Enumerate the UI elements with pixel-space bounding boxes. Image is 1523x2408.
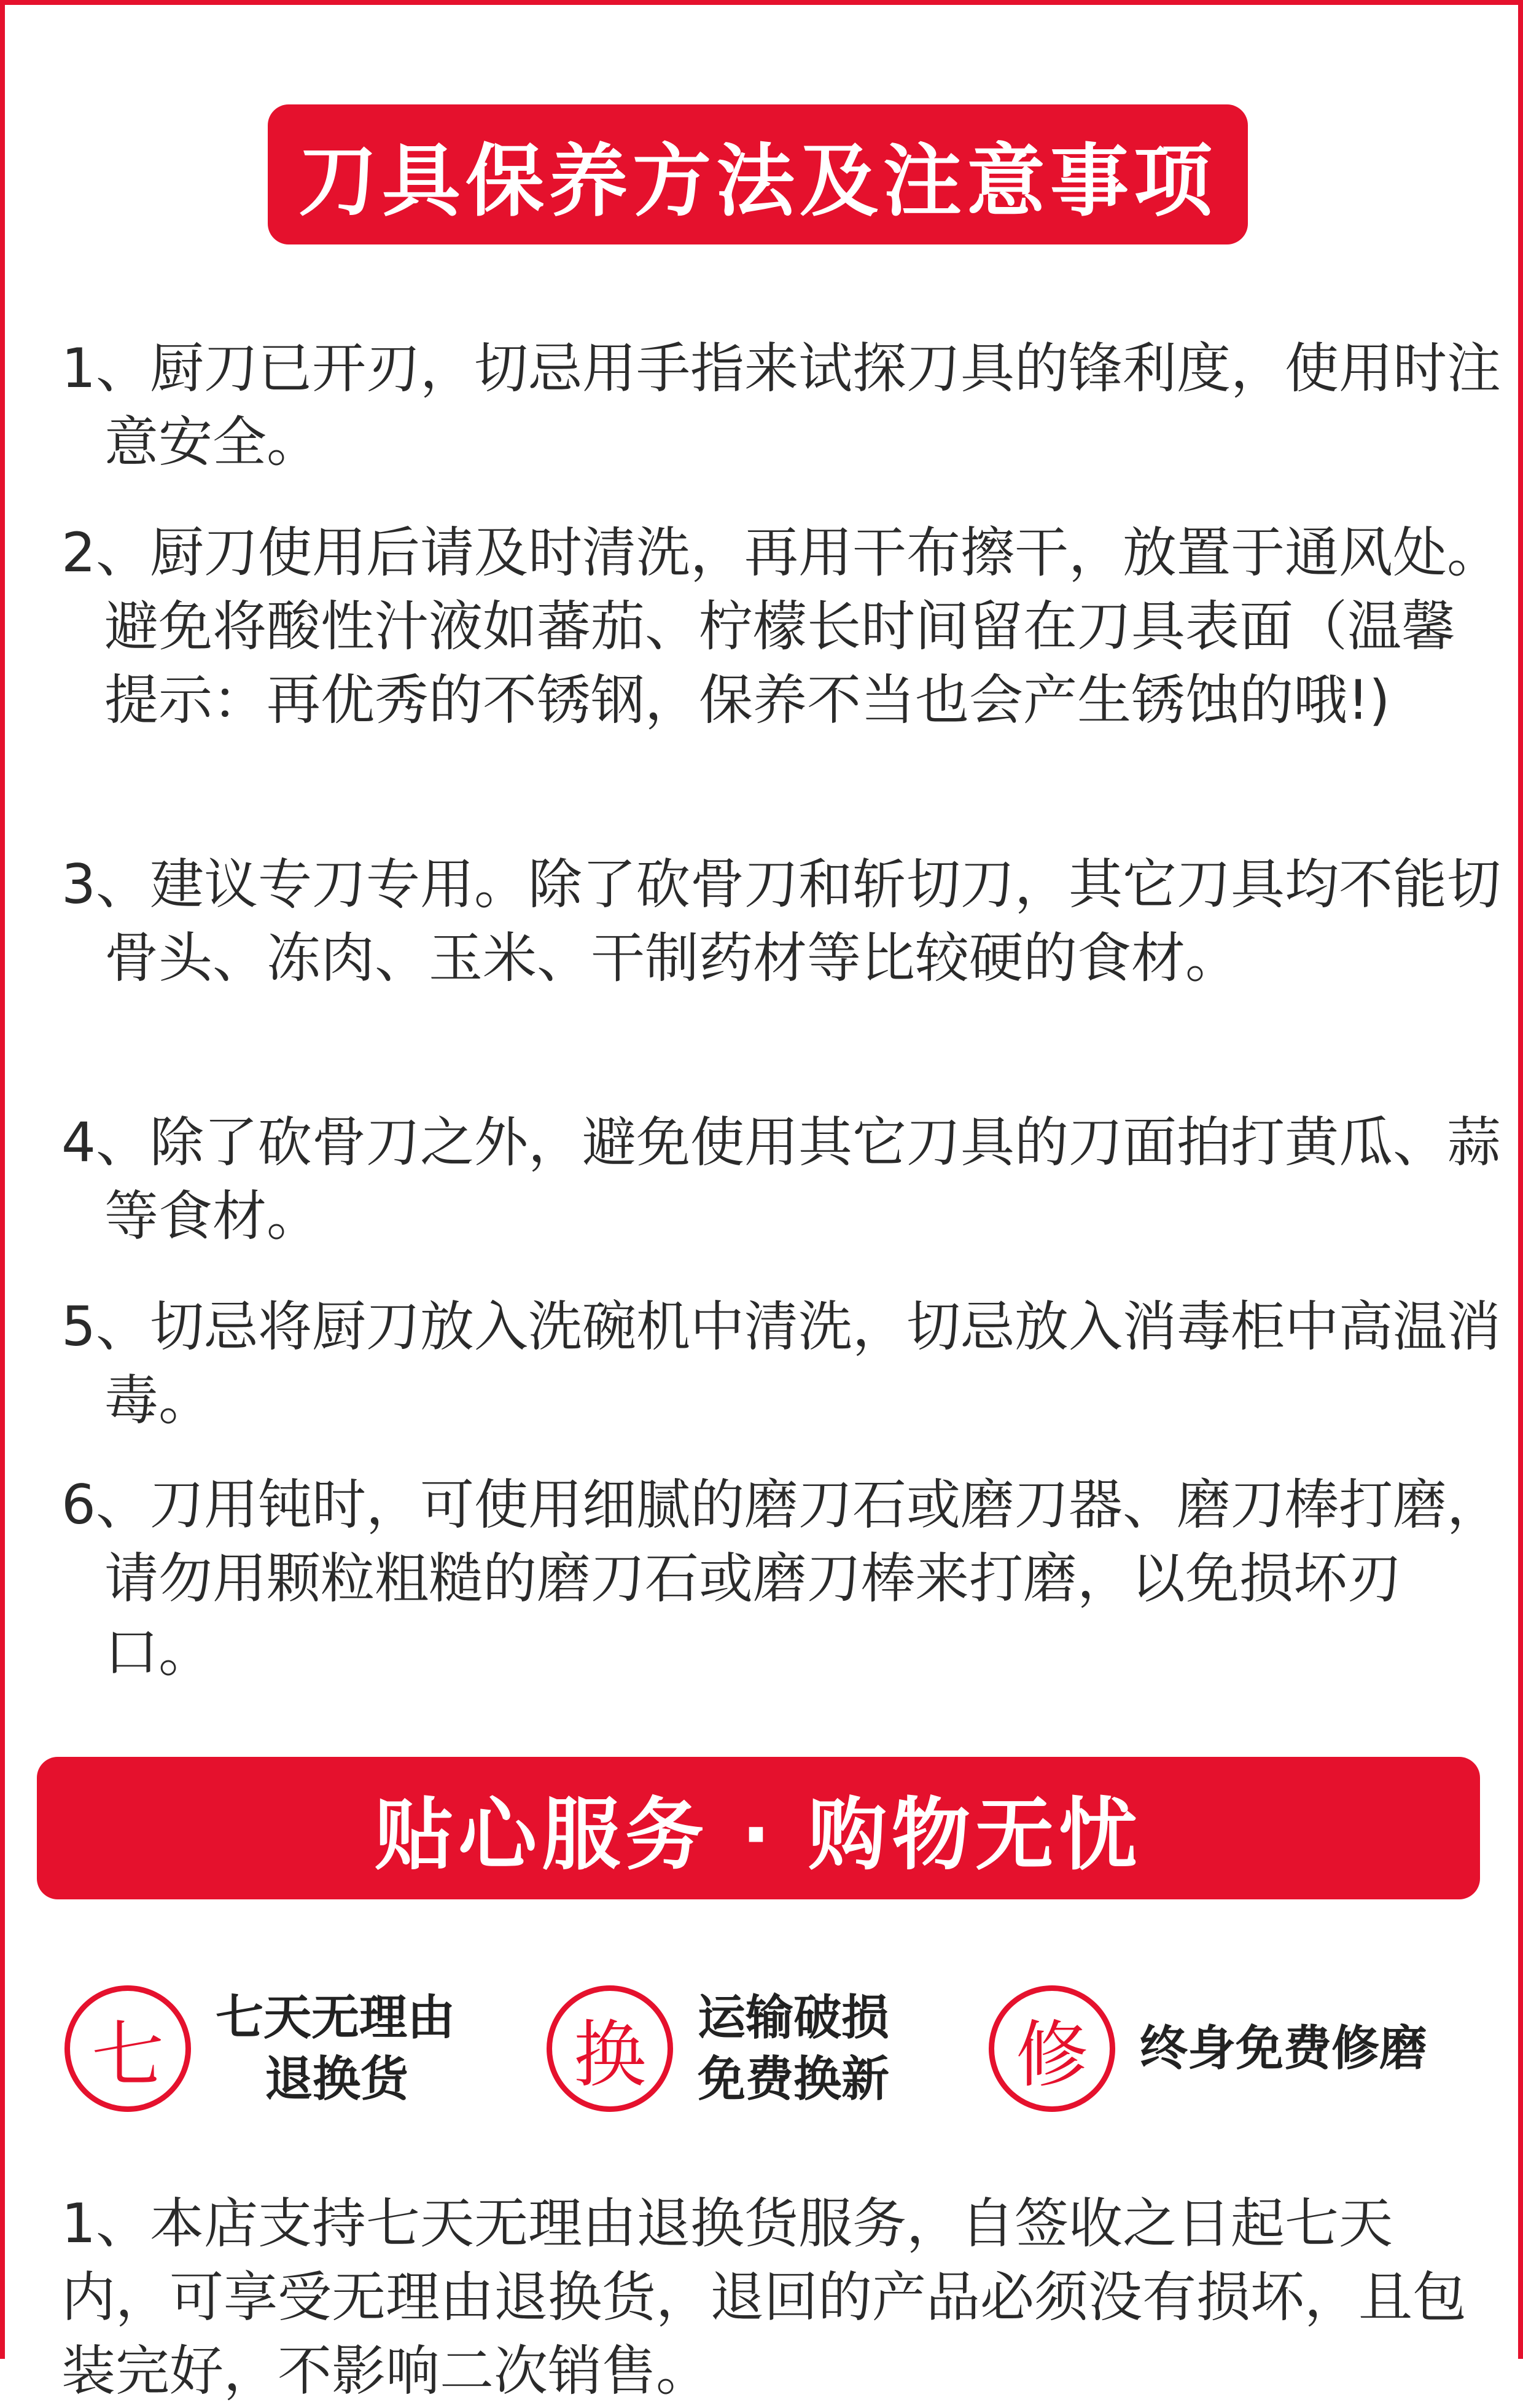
service-section-title: 贴心服务 · 购物无忧	[37, 1757, 1480, 1899]
return-policy-text: 1、本店支持七天无理由退换货服务，自签收之日起七天内，可享受无理由退换货，退回的产品必须没有损坏，且包装完好，不影响二次销售。	[61, 2192, 1467, 2402]
exchange-icon: 换	[547, 1985, 673, 2112]
service-badge-return-line1: 七天无理由	[216, 1990, 456, 2046]
care-item-4: 4、除了砍骨刀之外，避免使用其它刀具的刀面拍打黄瓜、蒜等食材。	[61, 1111, 1501, 1248]
service-badge-return-line2: 退换货	[265, 2051, 409, 2107]
care-item-3: 3、建议专刀专用。除了砍骨刀和斩切刀，其它刀具均不能切骨头、冻肉、玉米、干制药材等比较硬的食材。	[61, 853, 1501, 990]
service-badge-exchange-line2: 免费换新	[698, 2051, 890, 2107]
care-item-2: 2、厨刀使用后请及时清洗，再用干布擦干，放置于通风处。避免将酸性汁液如蕃茄、柠檬长时间留在刀具表面（温馨提示：再优秀的不锈钢，保养不当也会产生锈蚀的哦!)	[61, 521, 1501, 732]
care-item-6: 6、刀用钝时，可使用细腻的磨刀石或磨刀器、磨刀棒打磨，请勿用颗粒粗糙的磨刀石或磨刀棒来打磨，以免损坏刃口。	[61, 1473, 1501, 1684]
care-item-1: 1、厨刀已开刃，切忌用手指来试探刀具的锋利度，使用时注意安全。	[61, 337, 1501, 474]
service-badge-return-text	[216, 1987, 455, 2110]
repair-icon: 修	[989, 1985, 1115, 2112]
service-badge-sharpening-text: 终身免费修磨	[1140, 2020, 1428, 2076]
service-badge-sharpening	[989, 1978, 1427, 2119]
care-section-title: 刀具保养方法及注意事项	[268, 104, 1248, 244]
service-badge-exchange-line1: 运输破损	[698, 1990, 890, 2046]
service-badge-exchange	[547, 1978, 889, 2119]
care-item-5: 5、切忌将厨刀放入洗碗机中清洗，切忌放入消毒柜中高温消毒。	[61, 1295, 1501, 1432]
service-badge-exchange-text	[698, 1987, 889, 2110]
seven-day-return-icon: 七	[64, 1985, 191, 2112]
service-badges	[0, 1966, 1523, 2125]
service-badge-return	[64, 1978, 455, 2119]
